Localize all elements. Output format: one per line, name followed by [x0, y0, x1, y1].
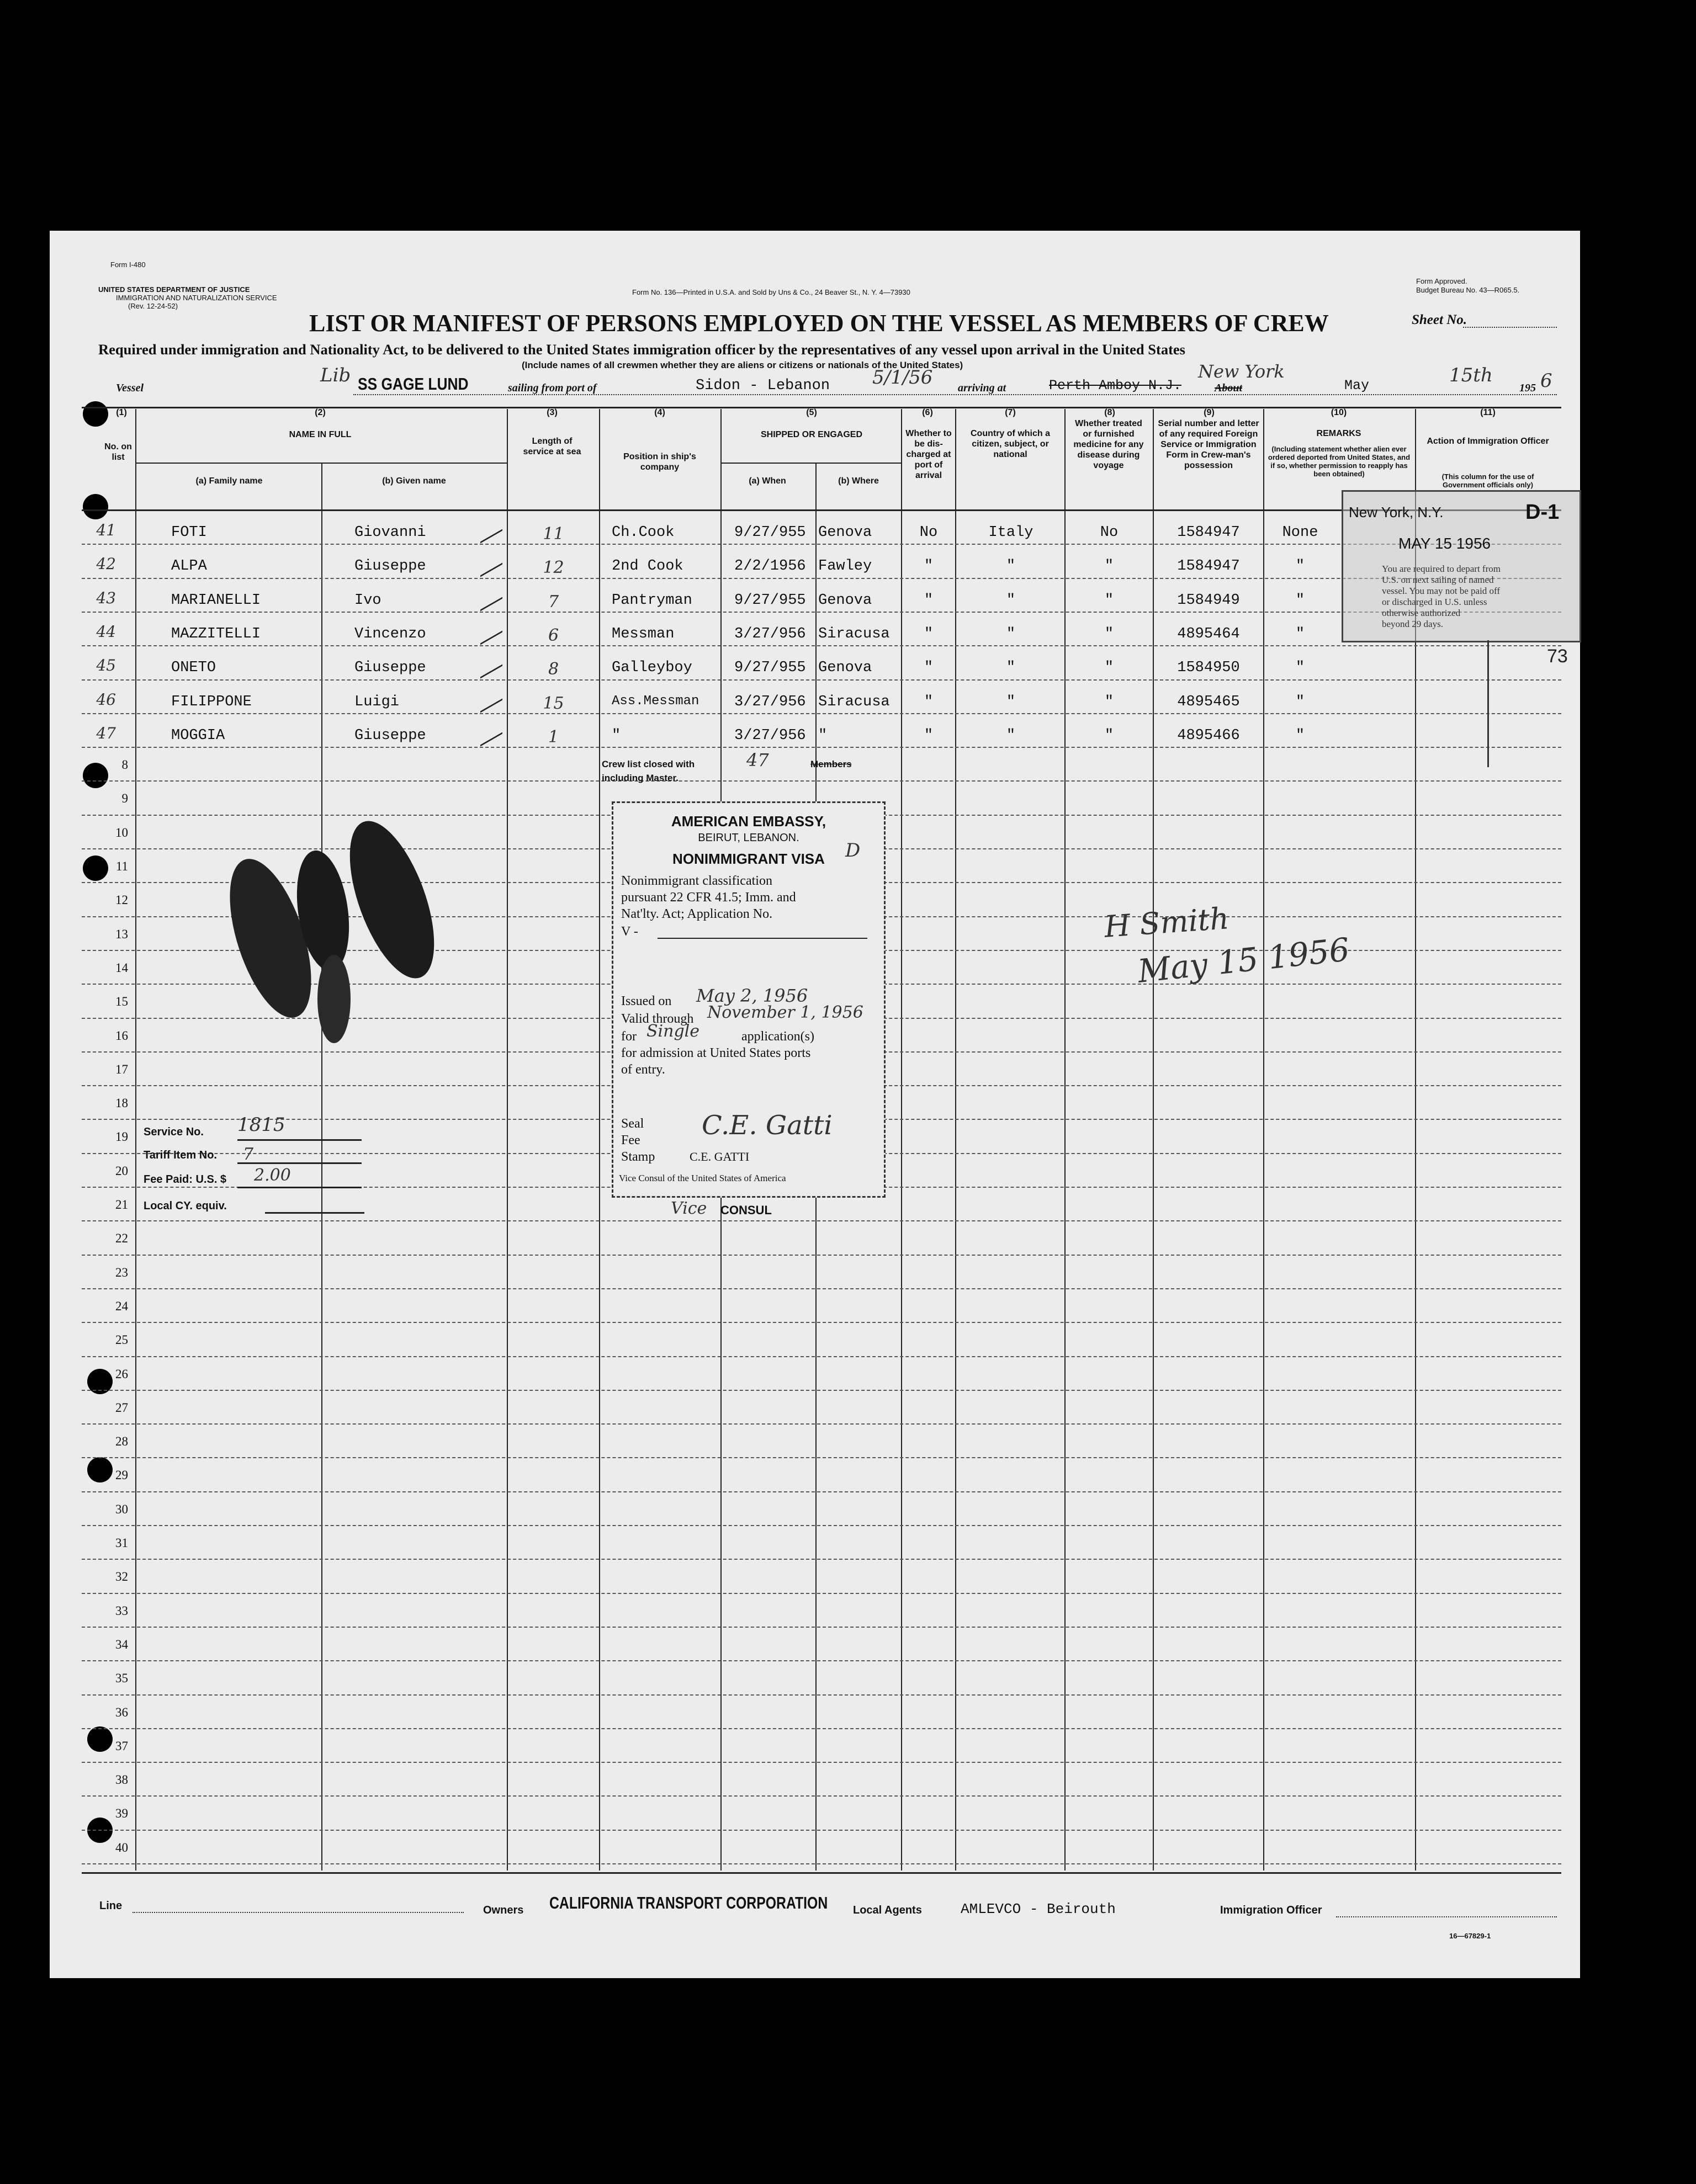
- col-country-header: Country of which a citizen, subject, or national: [971, 429, 1050, 459]
- blank-row-number: 33: [115, 1603, 128, 1618]
- row-number: 46: [96, 690, 116, 709]
- stamp-rule: [658, 938, 867, 939]
- row-number: 41: [96, 521, 116, 539]
- blank-row-number: 19: [115, 1130, 128, 1144]
- row-rule: [82, 544, 1561, 545]
- blank-row-number: 38: [115, 1773, 128, 1787]
- vessel-flag-handwritten: Lib: [320, 364, 351, 386]
- row-rule: [82, 578, 1561, 579]
- crew-closed-master: including Master.: [602, 773, 679, 783]
- vessel-name: SS GAGE LUND: [358, 374, 469, 394]
- blank-row-number: 25: [115, 1333, 128, 1347]
- blank-row-number: 32: [115, 1570, 128, 1584]
- col-position-header: Position in ship's company: [623, 452, 696, 472]
- about-label: About: [1215, 382, 1243, 394]
- cell-country: Italy: [988, 524, 1034, 541]
- blank-row-number: 18: [115, 1096, 128, 1110]
- cell-serial: 4895465: [1177, 693, 1240, 710]
- cell-when: 2/2/1956: [734, 558, 806, 575]
- crew-note: (Include names of all crewmen whether they are aliens or citizens or nationals of the United States): [522, 360, 963, 370]
- stamp-classification: Nonimmigrant classification: [621, 874, 772, 888]
- stamp-visa-title: NONIMMIGRANT VISA: [672, 851, 825, 867]
- cell-discharged: ": [924, 625, 934, 642]
- consul-stamped: CONSUL: [720, 1203, 772, 1217]
- row-rule: [82, 1356, 1561, 1357]
- arriving-label: arriving at: [958, 382, 1006, 394]
- col-shipped-header: SHIPPED OR ENGAGED: [760, 430, 863, 439]
- blank-row-number: 9: [121, 791, 128, 806]
- cell-country: ": [1006, 727, 1016, 744]
- cell-remarks: ": [1295, 625, 1305, 642]
- row-rule: [82, 1457, 1561, 1458]
- fee-paid-label: Fee Paid: U.S. $: [144, 1173, 227, 1186]
- blank-row-number: 14: [115, 960, 128, 975]
- stamp-issued-label: Issued on: [621, 994, 672, 1008]
- col-name-header: NAME IN FULL: [289, 430, 352, 439]
- column-divider: [901, 409, 902, 1871]
- margin-number: 73: [1547, 646, 1568, 667]
- row-rule: [82, 645, 1561, 646]
- cell-position: 2nd Cook: [612, 558, 683, 575]
- service-number-label: Service No.: [144, 1126, 204, 1138]
- column-divider: [599, 409, 600, 1871]
- row-rule: [82, 1220, 1561, 1221]
- agency-name: UNITED STATES DEPARTMENT OF JUSTICE: [98, 285, 250, 294]
- row-rule: [82, 713, 1561, 714]
- arrival-port-handwritten: New York: [1198, 361, 1285, 382]
- row-rule: [82, 612, 1561, 613]
- line-label: Line: [99, 1900, 123, 1912]
- cell-discharged: ": [924, 693, 934, 710]
- blank-row-number: 29: [115, 1468, 128, 1482]
- column-divider: [507, 409, 508, 1871]
- blank-row-number: 34: [115, 1637, 128, 1651]
- blank-row-number: 15: [115, 995, 128, 1009]
- name-subheader-rule: [135, 463, 507, 464]
- cell-position: Ch.Cook: [612, 524, 675, 541]
- owners-label: Owners: [483, 1904, 524, 1916]
- ink-blot: [210, 817, 453, 1060]
- col6-number: (6): [922, 408, 933, 417]
- cell-medicine: ": [1104, 592, 1114, 609]
- footer-form-code: 16—67829-1: [1449, 1932, 1491, 1940]
- blank-row-number: 22: [115, 1231, 128, 1246]
- column-divider: [1153, 409, 1154, 1871]
- cell-remarks: None: [1282, 524, 1318, 541]
- page-title: LIST OR MANIFEST OF PERSONS EMPLOYED ON THE VESSEL AS MEMBERS OF CREW: [309, 310, 1329, 337]
- cell-when: 3/27/956: [734, 727, 806, 744]
- blank-row-number: 40: [115, 1840, 128, 1854]
- col-family-header: (a) Family name: [195, 476, 263, 486]
- tariff-item-label: Tariff Item No.: [144, 1149, 217, 1161]
- stamp-text-4: or discharged in U.S. unless: [1382, 597, 1487, 607]
- row-rule: [82, 1830, 1561, 1831]
- stamp-bracket-line: [1487, 640, 1489, 767]
- cell-where: Genova: [818, 660, 872, 677]
- fee-rule: [237, 1162, 362, 1164]
- cell-when: 9/27/955: [734, 524, 806, 541]
- visa-class-handwritten: D: [845, 839, 861, 862]
- col2-number: (2): [315, 408, 326, 417]
- immigration-stamp: [1342, 490, 1581, 642]
- row-rule: [82, 1863, 1561, 1864]
- line-field: [132, 1912, 464, 1913]
- cell-family: ONETO: [171, 660, 216, 677]
- col-remarks-note: (Including statement whether alien ever ordered deported from United States, and if so, whether permission to reapply has been obtained): [1268, 445, 1411, 478]
- cell-country: ": [1006, 592, 1016, 609]
- port-of-departure: Sidon - Lebanon: [696, 378, 830, 394]
- cell-discharged: No: [919, 524, 938, 541]
- blank-row-number: 20: [115, 1163, 128, 1178]
- col3-number: (3): [547, 408, 558, 417]
- row-number: 42: [96, 555, 116, 573]
- column-divider: [321, 463, 322, 1871]
- cell-length: 1: [548, 727, 559, 747]
- officer-initials-handwritten: H Smith: [1103, 901, 1231, 944]
- cell-serial: 1584950: [1177, 660, 1240, 677]
- cell-family: MAZZITELLI: [171, 625, 261, 642]
- cell-length: 8: [548, 660, 559, 679]
- sailing-label: sailing from port of: [508, 382, 597, 394]
- cell-country: ": [1006, 558, 1016, 575]
- stamp-city-line: BEIRUT, LEBANON.: [698, 832, 799, 844]
- col5-number: (5): [806, 408, 817, 417]
- row-rule: [82, 1322, 1561, 1323]
- cell-serial: 4895464: [1177, 625, 1240, 642]
- form-approved: Form Approved.: [1416, 277, 1467, 285]
- blank-row-number: 26: [115, 1367, 128, 1381]
- valid-date-handwritten: November 1, 1956: [707, 1003, 863, 1022]
- cell-given: Vincenzo: [354, 625, 426, 642]
- consul-typed-name: C.E. GATTI: [690, 1150, 750, 1163]
- blank-row-number: 24: [115, 1299, 128, 1313]
- cell-given: Giuseppe: [354, 727, 426, 744]
- row-rule: [82, 1627, 1561, 1628]
- embassy-visa-stamp: [612, 801, 886, 1198]
- column-divider: [955, 409, 956, 1871]
- row-rule: [82, 1423, 1561, 1425]
- cell-serial: 1584949: [1177, 592, 1240, 609]
- cell-serial: 1584947: [1177, 524, 1240, 541]
- column-divider: [1064, 409, 1066, 1871]
- fee-paid-handwritten: 2.00: [254, 1166, 291, 1185]
- voyage-underline: [353, 394, 1557, 395]
- issued-date-handwritten: May 2, 1956: [696, 985, 808, 1006]
- blank-row-number: 11: [115, 859, 128, 873]
- stamp-for-label: for: [621, 1029, 637, 1044]
- row-rule: [82, 1525, 1561, 1526]
- cell-length: 12: [543, 558, 564, 578]
- col8-number: (8): [1104, 408, 1115, 417]
- cell-medicine: ": [1104, 660, 1114, 677]
- blank-row-number: 17: [115, 1062, 128, 1076]
- stamp-application-tail: application(s): [741, 1029, 814, 1044]
- local-agents-label: Local Agents: [853, 1904, 922, 1916]
- stamp-text-3: vessel. You may not be paid off: [1382, 586, 1501, 596]
- row-number: 44: [96, 622, 116, 641]
- row-rule: [82, 1288, 1561, 1289]
- blank-row-number: 35: [115, 1671, 128, 1686]
- stamp-valid-label: Valid through: [621, 1012, 694, 1026]
- row-rule: [82, 679, 1561, 681]
- cell-position: ": [612, 727, 621, 744]
- col-given-header: (b) Given name: [382, 476, 446, 486]
- col-where-header: (b) Where: [838, 476, 879, 486]
- row-rule: [82, 1255, 1561, 1256]
- row-rule: [82, 1694, 1561, 1696]
- cell-family: MOGGIA: [171, 727, 225, 744]
- service-number-handwritten: 1815: [237, 1114, 285, 1136]
- crew-closed-members: Members: [810, 759, 852, 769]
- column-divider: [135, 409, 136, 1871]
- col-when-header: (a) When: [749, 476, 786, 486]
- blank-row-number: 8: [121, 758, 128, 772]
- blank-row-number: 23: [115, 1265, 128, 1279]
- budget-number: Budget Bureau No. 43—R065.5.: [1416, 286, 1520, 294]
- blank-row-number: 28: [115, 1434, 128, 1449]
- vessel-label: Vessel: [116, 382, 144, 394]
- crew-count-handwritten: 47: [746, 750, 769, 770]
- cell-remarks: ": [1295, 592, 1305, 609]
- cell-medicine: ": [1104, 727, 1114, 744]
- cell-medicine: ": [1104, 625, 1114, 642]
- cell-where: Genova: [818, 592, 872, 609]
- col4-number: (4): [654, 408, 665, 417]
- col-length-header: Length of service at sea: [523, 437, 581, 456]
- year-handwritten: 6: [1540, 370, 1552, 392]
- cell-given: Luigi: [354, 693, 400, 710]
- cell-serial: 1584947: [1177, 558, 1240, 575]
- stamp-class-code: D-1: [1525, 501, 1560, 524]
- cell-where: Siracusa: [818, 625, 890, 642]
- cell-given: Giovanni: [354, 524, 426, 541]
- cell-discharged: ": [924, 660, 934, 677]
- cell-family: FOTI: [171, 524, 207, 541]
- cell-position: Galleyboy: [612, 660, 692, 677]
- col-action-note: (This column for the use of Government officials only): [1441, 472, 1534, 489]
- consul-signature: C.E. Gatti: [702, 1110, 833, 1141]
- stamp-text-6: beyond 29 days.: [1382, 619, 1443, 629]
- col11-number: (11): [1480, 408, 1496, 417]
- tariff-item-handwritten: 7: [243, 1145, 254, 1164]
- row-number: 43: [96, 588, 116, 607]
- row-rule: [82, 1795, 1561, 1797]
- cell-when: 9/27/955: [734, 592, 806, 609]
- cell-length: 6: [548, 625, 559, 645]
- stamp-embassy-line: AMERICAN EMBASSY,: [671, 813, 826, 830]
- col10-number: (10): [1331, 408, 1347, 417]
- cell-medicine: ": [1104, 558, 1114, 575]
- cell-serial: 4895466: [1177, 727, 1240, 744]
- col-remarks-header: REMARKS: [1316, 429, 1361, 438]
- consul-title-line: Vice Consul of the United States of America: [619, 1173, 786, 1183]
- blank-row-number: 27: [115, 1400, 128, 1415]
- row-rule: [82, 1491, 1561, 1492]
- cell-position: Messman: [612, 625, 675, 642]
- row-rule: [82, 1762, 1561, 1763]
- blank-row-number: 30: [115, 1502, 128, 1516]
- cell-remarks: ": [1295, 693, 1305, 710]
- arrival-month: May: [1344, 378, 1370, 394]
- row-rule: [82, 747, 1561, 748]
- row-rule: [82, 1390, 1561, 1391]
- stamp-admission-line: for admission at United States ports: [621, 1046, 811, 1060]
- cell-length: 7: [548, 592, 559, 612]
- stamp-visa-number: V -: [621, 924, 638, 939]
- cell-when: 3/27/956: [734, 693, 806, 710]
- blank-row-number: 12: [115, 893, 128, 907]
- cell-length: 15: [543, 693, 564, 713]
- stamp-text-5: otherwise authorized: [1382, 608, 1461, 618]
- blank-row-number: 16: [115, 1028, 128, 1043]
- cell-position: Ass.Messman: [612, 693, 699, 709]
- blank-row-number: 37: [115, 1739, 128, 1753]
- col-serial-header: Serial number and letter of any required Foreign Service or Immigration Form in Crew-man's possession: [1158, 419, 1259, 470]
- col-medicine-header: Whether treated or furnished medicine for any disease during voyage: [1073, 419, 1144, 470]
- blank-row-number: 21: [115, 1198, 128, 1211]
- form-revision: (Rev. 12-24-52): [128, 302, 178, 310]
- row-rule: [82, 780, 1561, 782]
- owners-name: CALIFORNIA TRANSPORT CORPORATION: [549, 1893, 828, 1912]
- blank-row-number: 31: [115, 1536, 128, 1550]
- cell-discharged: ": [924, 727, 934, 744]
- col-no-header: No. on list: [104, 442, 132, 462]
- cell-where: Siracusa: [818, 693, 890, 710]
- fee-rule: [237, 1187, 362, 1188]
- cell-remarks: ": [1295, 558, 1305, 575]
- cell-family: ALPA: [171, 558, 207, 575]
- year-prefix: 195: [1519, 382, 1536, 394]
- sailing-date-handwritten: 5/1/56: [872, 366, 933, 389]
- cell-medicine: ": [1104, 693, 1114, 710]
- col-discharged-header: Whether to be dis-charged at port of arrival: [905, 429, 952, 480]
- vice-handwritten: Vice: [671, 1199, 707, 1218]
- col7-number: (7): [1005, 408, 1016, 417]
- sheet-label: Sheet No.: [1412, 312, 1467, 327]
- stamp-text-1: You are required to depart from: [1382, 564, 1501, 574]
- shipped-subheader-rule: [720, 463, 901, 464]
- row-number: 45: [96, 656, 116, 675]
- cell-country: ": [1006, 693, 1016, 710]
- header-bottom-rule: [82, 509, 1561, 511]
- cell-country: ": [1006, 625, 1016, 642]
- cell-medicine: No: [1100, 524, 1119, 541]
- cell-discharged: ": [924, 592, 934, 609]
- stamp-entry-line: of entry.: [621, 1062, 665, 1077]
- stamp-seal-label: Seal: [621, 1117, 644, 1131]
- arrival-day-handwritten: 15th: [1449, 364, 1493, 386]
- row-rule: [82, 1660, 1561, 1661]
- col9-number: (9): [1204, 408, 1215, 417]
- stamp-cfr-line: pursuant 22 CFR 41.5; Imm. and: [621, 890, 796, 905]
- row-rule: [82, 1728, 1561, 1729]
- col1-number: (1): [116, 408, 127, 417]
- form-code: Form I-480: [110, 261, 146, 269]
- cell-length: 11: [543, 524, 564, 544]
- cell-where: Fawley: [818, 558, 872, 575]
- cell-remarks: ": [1295, 660, 1305, 677]
- cell-family: FILIPPONE: [171, 693, 252, 710]
- cell-given: Ivo: [354, 592, 381, 609]
- local-currency-label: Local CY. equiv.: [144, 1200, 227, 1212]
- crew-closed-text: Crew list closed with: [602, 759, 695, 769]
- cell-discharged: ": [924, 558, 934, 575]
- stamp-port-city: New York, N.Y.: [1349, 504, 1444, 520]
- blank-row-number: 10: [115, 825, 128, 839]
- stamp-admission-date: MAY 15 1956: [1398, 535, 1491, 552]
- stamp-fee-label: Fee: [621, 1133, 640, 1147]
- cell-when: 9/27/955: [734, 660, 806, 677]
- blank-row-number: 39: [115, 1806, 128, 1821]
- officer-date-handwritten: May 15 1956: [1136, 931, 1352, 990]
- single-handwritten: Single: [646, 1022, 700, 1041]
- printer-line: Form No. 136—Printed in U.S.A. and Sold by Uns & Co., 24 Beaver St., N. Y. 4—73930: [632, 288, 910, 296]
- cell-position: Pantryman: [612, 592, 692, 609]
- fee-rule: [265, 1212, 364, 1214]
- stamp-stamp-label: Stamp: [621, 1150, 655, 1164]
- arrival-port: Perth Amboy N.J.: [1049, 378, 1182, 394]
- fee-rule: [237, 1139, 362, 1141]
- cell-remarks: ": [1295, 727, 1305, 744]
- blank-row-number: 13: [115, 927, 128, 941]
- stamp-application-line: Nat'lty. Act; Application No.: [621, 907, 773, 921]
- immigration-officer-label: Immigration Officer: [1220, 1904, 1322, 1916]
- cell-when: 3/27/956: [734, 625, 806, 642]
- page-subtitle: Required under immigration and Nationality Act, to be delivered to the United States immigration officer by the representatives of any vessel upon arrival in the United States: [98, 341, 1185, 358]
- blank-row-number: 36: [115, 1705, 128, 1719]
- cell-given: Giuseppe: [354, 558, 426, 575]
- row-rule: [82, 1559, 1561, 1560]
- cell-country: ": [1006, 660, 1016, 677]
- local-agents-name: AMLEVCO - Beirouth: [961, 1901, 1116, 1917]
- sheet-number-field[interactable]: [1463, 327, 1557, 328]
- cell-given: Giuseppe: [354, 660, 426, 677]
- row-number: 47: [96, 724, 116, 742]
- row-rule: [82, 1593, 1561, 1594]
- agency-subname: IMMIGRATION AND NATURALIZATION SERVICE: [116, 294, 277, 302]
- col-action-header: Action of Immigration Officer: [1427, 437, 1549, 446]
- cell-where: ": [818, 727, 828, 744]
- stamp-text-2: U.S. on next sailing of named: [1382, 575, 1494, 585]
- immigration-officer-field[interactable]: [1336, 1916, 1557, 1917]
- cell-family: MARIANELLI: [171, 592, 261, 609]
- cell-where: Genova: [818, 524, 872, 541]
